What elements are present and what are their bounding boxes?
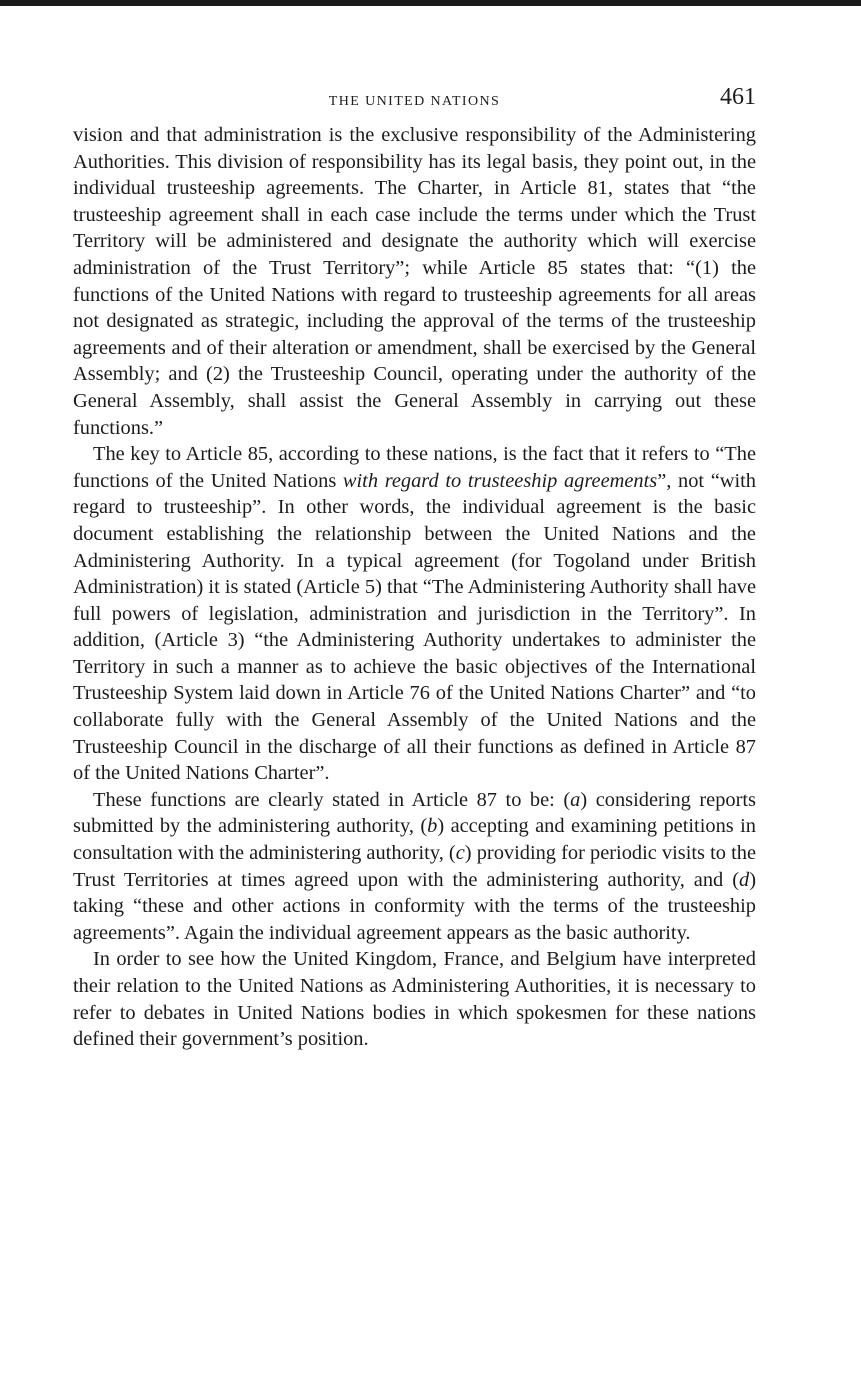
running-head	[73, 82, 756, 122]
paragraph	[73, 946, 756, 1052]
italic-text: b	[427, 815, 438, 838]
text-run: ) taking “these and other actions in conformity with the terms of the trusteeship agreements”. Again the individual agreement appears as the basic authority.	[73, 868, 756, 944]
text-run: ) considering reports submitted by the administering authority, (	[73, 788, 756, 838]
italic-text: a	[570, 788, 581, 811]
italic-text: with regard to trusteeship agreements	[342, 469, 658, 492]
text-run: In order to see how the United Kingdom, France, and Belgium have interpreted their relation to the United Nations as Administering Authorities, it is necessary to refer to debates in United Nations bodies in which spokesmen for these nations defined their government’s position.	[73, 948, 756, 1051]
text-run: These functions are clearly stated in Article 87 to be: (	[93, 788, 571, 811]
running-title: THE UNITED NATIONS	[328, 94, 501, 109]
paragraph	[73, 787, 756, 947]
italic-text: d	[739, 868, 750, 891]
text-run: ”, not “with regard to trusteeship”. In other words, the individual agreement is the basic document establishing the relationship between the United Nations and the Administering Authority. In a typical agreement (for Togoland under British Administration) it is stated (Article 5) that “The Administering Authority shall have full powers of legislation, administration and jurisdiction in the Territory”. In addition, (Article 3) “the Administering Authority undertakes to administer the Territory in such a manner as to achieve the basic objectives of the International Trusteeship System laid down in Article 76 of the United Nations Charter” and “to collaborate fully with the General Assembly of the United Nations and the Trusteeship Council in the discharge of all their functions as defined in Article 87 of the United Nations Charter”.	[73, 469, 756, 785]
text-run: ) accepting and examining petitions in consultation with the administering authority, (	[73, 815, 756, 865]
top-border-rule	[0, 0, 861, 6]
body-text	[73, 122, 756, 1053]
paragraph	[73, 441, 756, 787]
text-run: The key to Article 85, according to these nations, is the fact that it refers to “The functions of the United Nations	[73, 443, 756, 492]
page-number: 461	[720, 84, 756, 110]
text-run: ) providing for periodic visits to the Trust Territories at times agreed upon with the administering authority, and (	[73, 842, 756, 891]
book-page	[73, 82, 756, 1053]
italic-text: c	[455, 842, 465, 865]
text-run: vision and that administration is the exclusive responsibility of the Administering Authorities. This division of responsibility has its legal basis, they point out, in the individual trusteeship agreements. The Charter, in Article 81, states that “the trusteeship agreement shall in each case include the terms under which the Trust Territory will be administered and designate the authority which will exercise administration of the Trust Territory”; while Article 85 states that: “(1) the functions of the United Nations with regard to trusteeship agreements for all areas not designated as strategic, including the approval of the terms of the trusteeship agreements and of their alteration or amendment, shall be exercised by the General Assembly; and (2) the Trusteeship Council, operating under the authority of the General Assembly, shall assist the General Assembly in carrying out these functions.”	[73, 124, 756, 439]
paragraph	[73, 122, 756, 441]
